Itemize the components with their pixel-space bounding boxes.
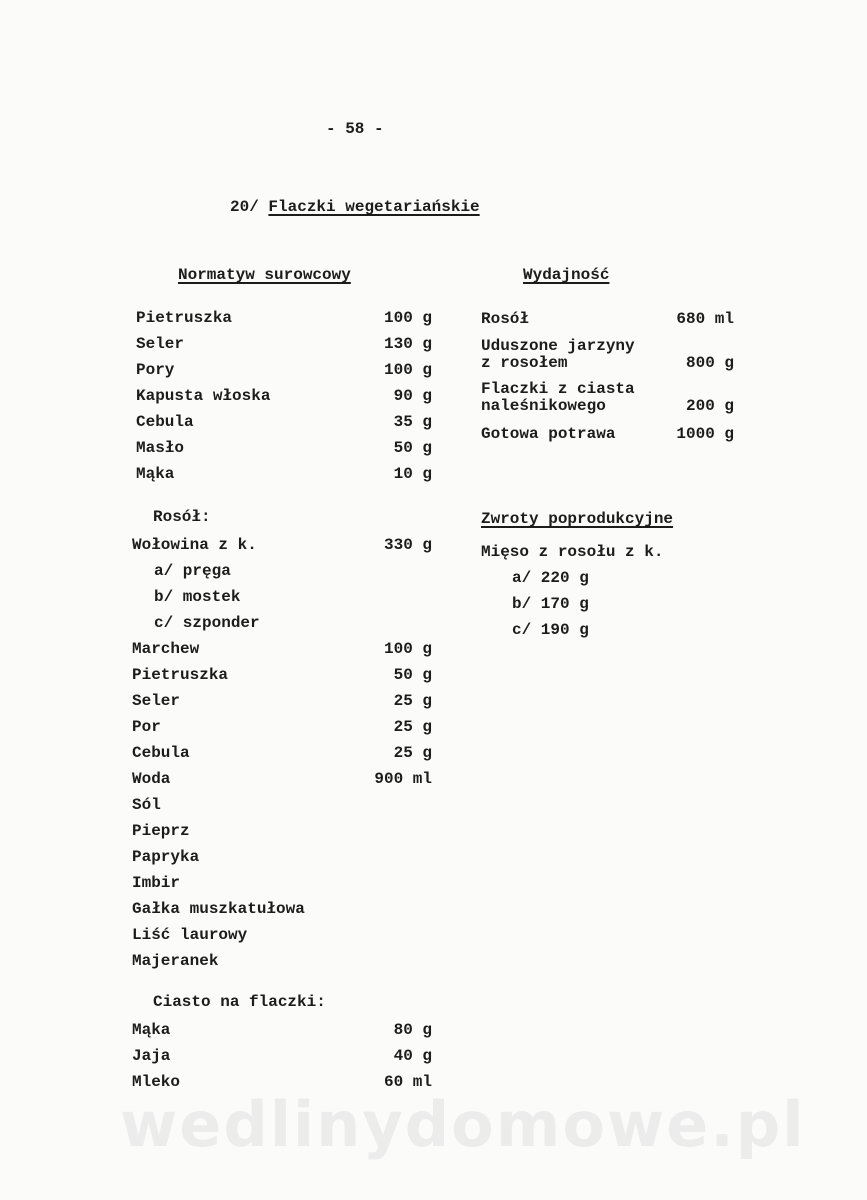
yield-item-name: Rosół	[481, 310, 530, 328]
yield-item-name: Gotowa potrawa	[481, 425, 616, 443]
returns-heading: Zwroty poprodukcyjne	[481, 510, 674, 528]
ingredient-qty: 60 ml	[383, 1073, 432, 1091]
ingredient-qty: 40 g	[393, 1047, 432, 1065]
ingredient-name: Liść laurowy	[132, 926, 248, 944]
ingredient-qty: 25 g	[393, 692, 432, 710]
ingredient-name: Pietruszka	[136, 309, 233, 327]
yield-item-name: Uduszone jarzyny	[481, 337, 635, 355]
ingredient-name: Pieprz	[132, 822, 190, 840]
yield-item-name: Flaczki z ciasta	[481, 380, 635, 398]
yield-heading: Wydajność	[523, 266, 610, 284]
ingredient-name: Wołowina z k.	[132, 536, 257, 554]
ingredient-name: Imbir	[132, 874, 181, 892]
ingredient-qty: 80 g	[393, 1021, 432, 1039]
ingredient-qty: 25 g	[393, 718, 432, 736]
ingredient-name: Por	[132, 718, 161, 736]
ingredient-name: Pietruszka	[132, 666, 229, 684]
ingredient-name: Kapusta włoska	[136, 387, 271, 405]
dough-heading: Ciasto na flaczki:	[153, 993, 326, 1011]
ingredient-name: Woda	[132, 770, 171, 788]
ingredient-name: b/ mostek	[154, 588, 241, 606]
yield-item-name-cont: naleśnikowego	[481, 397, 606, 415]
yield-item-qty: 200 g	[685, 397, 734, 415]
ingredient-qty: 330 g	[383, 536, 432, 554]
ingredient-name: Cebula	[136, 413, 194, 431]
ingredient-name: Pory	[136, 361, 175, 379]
ingredient-qty: 100 g	[383, 361, 432, 379]
ingredient-qty: 90 g	[393, 387, 432, 405]
ingredient-qty: 50 g	[393, 439, 432, 457]
ingredient-name: Mąka	[132, 1021, 171, 1039]
yield-item-qty: 800 g	[685, 354, 734, 372]
ingredient-name: Seler	[136, 335, 185, 353]
ingredient-qty: 35 g	[393, 413, 432, 431]
yield-item-qty: 1000 g	[676, 425, 734, 443]
recipe-title: Flaczki wegetariańskie	[268, 198, 480, 216]
page-number: - 58 -	[326, 120, 384, 138]
watermark: wedlinydomowe.pl	[120, 1088, 806, 1161]
ingredient-name: Seler	[132, 692, 181, 710]
ingredient-name: a/ pręga	[154, 562, 231, 580]
ingredient-name: Masło	[136, 439, 185, 457]
recipe-title-line	[230, 198, 480, 216]
ingredient-qty: 100 g	[383, 309, 432, 327]
ingredient-qty: 25 g	[393, 744, 432, 762]
ingredient-qty: 100 g	[383, 640, 432, 658]
returns-item: a/ 220 g	[512, 569, 589, 587]
ingredient-name: Mleko	[132, 1073, 181, 1091]
broth-heading: Rosół:	[153, 508, 211, 526]
ingredient-name: c/ szponder	[154, 614, 260, 632]
yield-item-name-cont: z rosołem	[481, 354, 568, 372]
ingredient-name: Sól	[132, 796, 161, 814]
ingredient-name: Gałka muszkatułowa	[132, 900, 305, 918]
returns-intro: Mięso z rosołu z k.	[481, 543, 664, 561]
ingredient-name: Papryka	[132, 848, 200, 866]
recipe-number: 20/	[230, 198, 259, 216]
ingredient-name: Mąka	[136, 465, 175, 483]
ingredient-name: Marchew	[132, 640, 200, 658]
ingredient-qty: 50 g	[393, 666, 432, 684]
ingredient-qty: 900 ml	[374, 770, 432, 788]
yield-item-qty: 680 ml	[676, 310, 734, 328]
ingredient-name: Majeranek	[132, 952, 219, 970]
ingredient-name: Cebula	[132, 744, 190, 762]
returns-item: b/ 170 g	[512, 595, 589, 613]
raw-materials-heading: Normatyw surowcowy	[178, 266, 351, 284]
ingredient-name: Jaja	[132, 1047, 171, 1065]
returns-item: c/ 190 g	[512, 621, 589, 639]
ingredient-qty: 10 g	[393, 465, 432, 483]
ingredient-qty: 130 g	[383, 335, 432, 353]
